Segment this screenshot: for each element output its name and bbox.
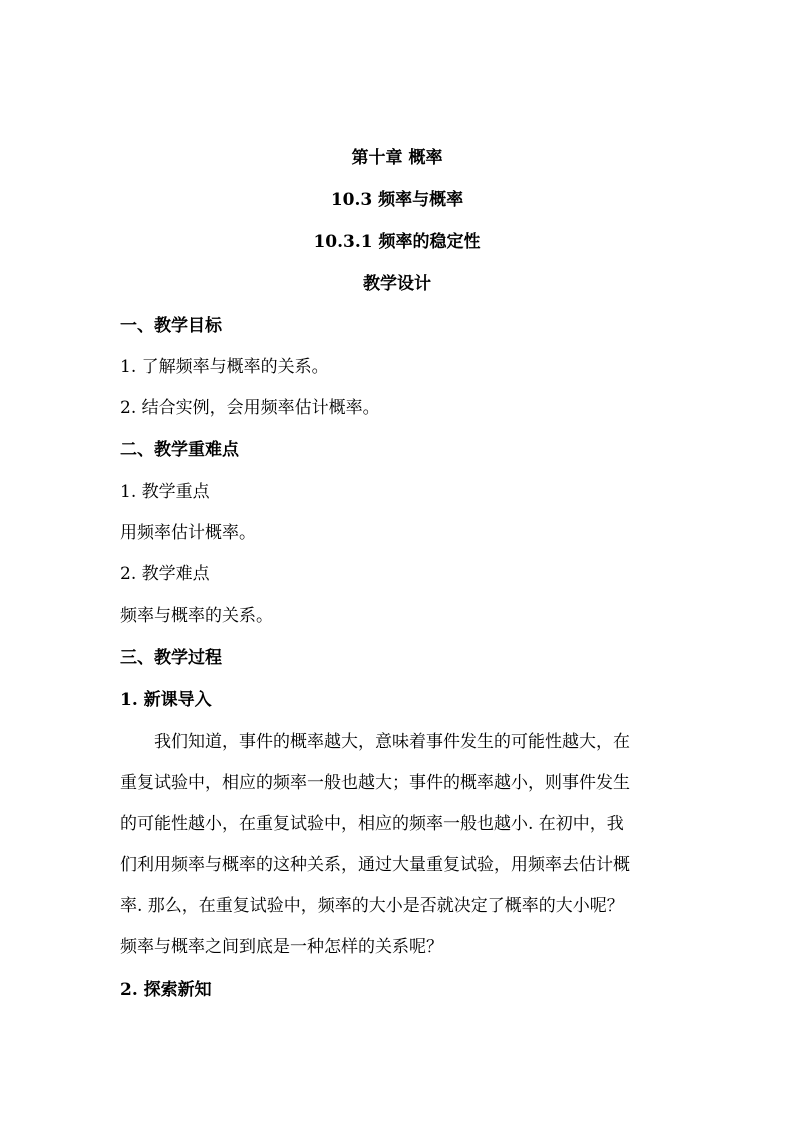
objectives-heading: 一、教学目标 [120,316,222,336]
section-title: 10.3 频率与概率 [330,190,464,210]
objective-item-2: 2. 结合实例，会用频率估计概率。 [120,398,380,418]
intro-paragraph-line-4: 们利用频率与概率的这种关系，通过大量重复试验，用频率去估计概 [120,855,630,875]
intro-paragraph-line-5: 率. 那么，在重复试验中，频率的大小是否就决定了概率的大小呢？ [120,896,624,916]
key-points-heading: 二、教学重难点 [120,440,239,460]
step2-heading: 2. 探索新知 [120,980,212,1000]
focus-text: 用频率估计概率。 [120,523,256,543]
document-type-title: 教学设计 [363,274,431,294]
difficulty-text: 频率与概率的关系。 [120,606,273,626]
chapter-title: 第十章 概率 [351,148,443,168]
focus-label: 1. 教学重点 [120,482,210,502]
intro-paragraph-line-2: 重复试验中，相应的频率一般也越大；事件的概率越小，则事件发生 [120,773,630,793]
process-heading: 三、教学过程 [120,648,222,668]
intro-paragraph-line-6: 频率与概率之间到底是一种怎样的关系呢？ [120,937,443,957]
intro-paragraph-line-3: 的可能性越小，在重复试验中，相应的频率一般也越小. 在初中，我 [120,814,624,834]
step1-heading: 1. 新课导入 [120,690,212,710]
difficulty-label: 2. 教学难点 [120,564,210,584]
intro-paragraph-line-1: 我们知道，事件的概率越大，意味着事件发生的可能性越大，在 [154,732,630,752]
subsection-title: 10.3.1 频率的稳定性 [313,232,481,252]
objective-item-1: 1. 了解频率与概率的关系。 [120,357,329,377]
